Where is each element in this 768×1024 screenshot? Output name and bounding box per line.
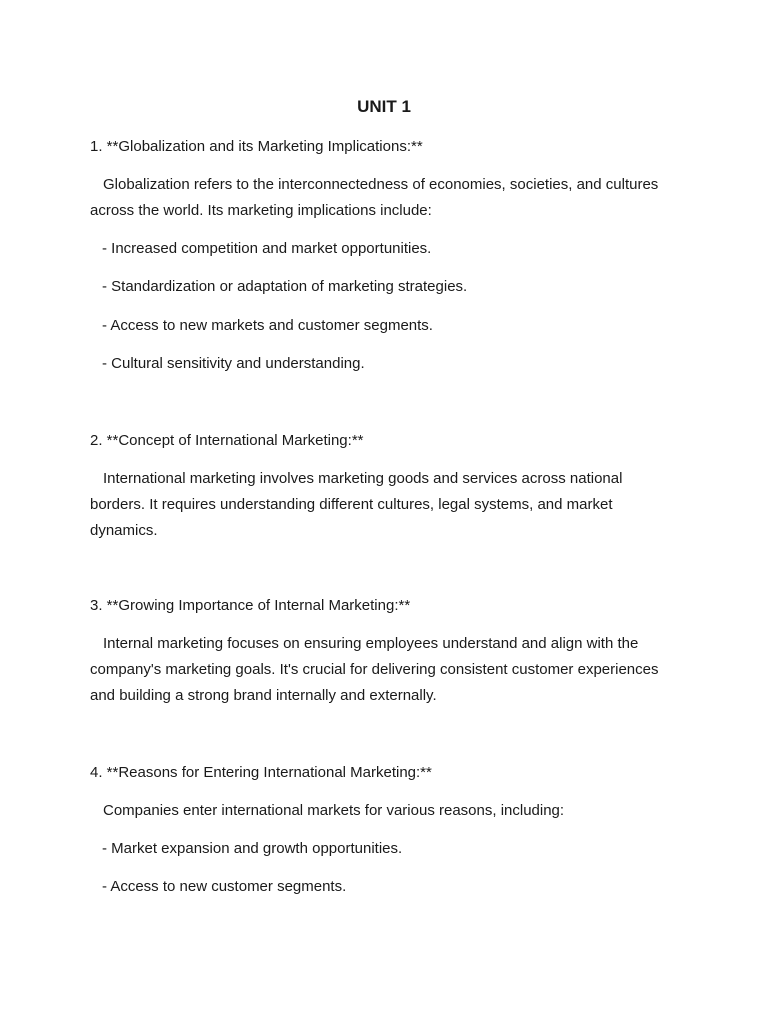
section-2-paragraph: International marketing involves marketing goods and services across national borders. It requires understanding different cultures, legal systems, and market dynamics. [90,470,623,539]
section-4-bullet-2: - Access to new customer segments. [102,878,347,895]
section-4-heading: 4. **Reasons for Entering International Marketing:** [90,764,432,781]
page-title: UNIT 1 [357,97,411,116]
section-1-heading: 1. **Globalization and its Marketing Implications:** [90,138,423,155]
section-1-bullet-2: - Standardization or adaptation of marketing strategies. [102,278,468,295]
section-1-bullet-3: - Access to new markets and customer segments. [102,317,433,334]
section-2-heading: 2. **Concept of International Marketing:** [90,432,364,449]
section-1-bullet-4: - Cultural sensitivity and understanding. [102,355,365,372]
section-1-paragraph: Globalization refers to the interconnectedness of economies, societies, and cultures across the world. Its marketing implications include: [90,176,659,219]
section-4-paragraph: Companies enter international markets for various reasons, including: [103,802,565,819]
section-3-heading: 3. **Growing Importance of Internal Marketing:** [90,597,411,614]
section-4-bullet-1: - Market expansion and growth opportunities. [102,840,403,857]
section-1-bullet-1: - Increased competition and market opportunities. [102,240,432,257]
section-3-paragraph: Internal marketing focuses on ensuring employees understand and align with the company's marketing goals. It's crucial for delivering consistent customer experiences and building a strong brand internally and externally. [90,635,659,704]
